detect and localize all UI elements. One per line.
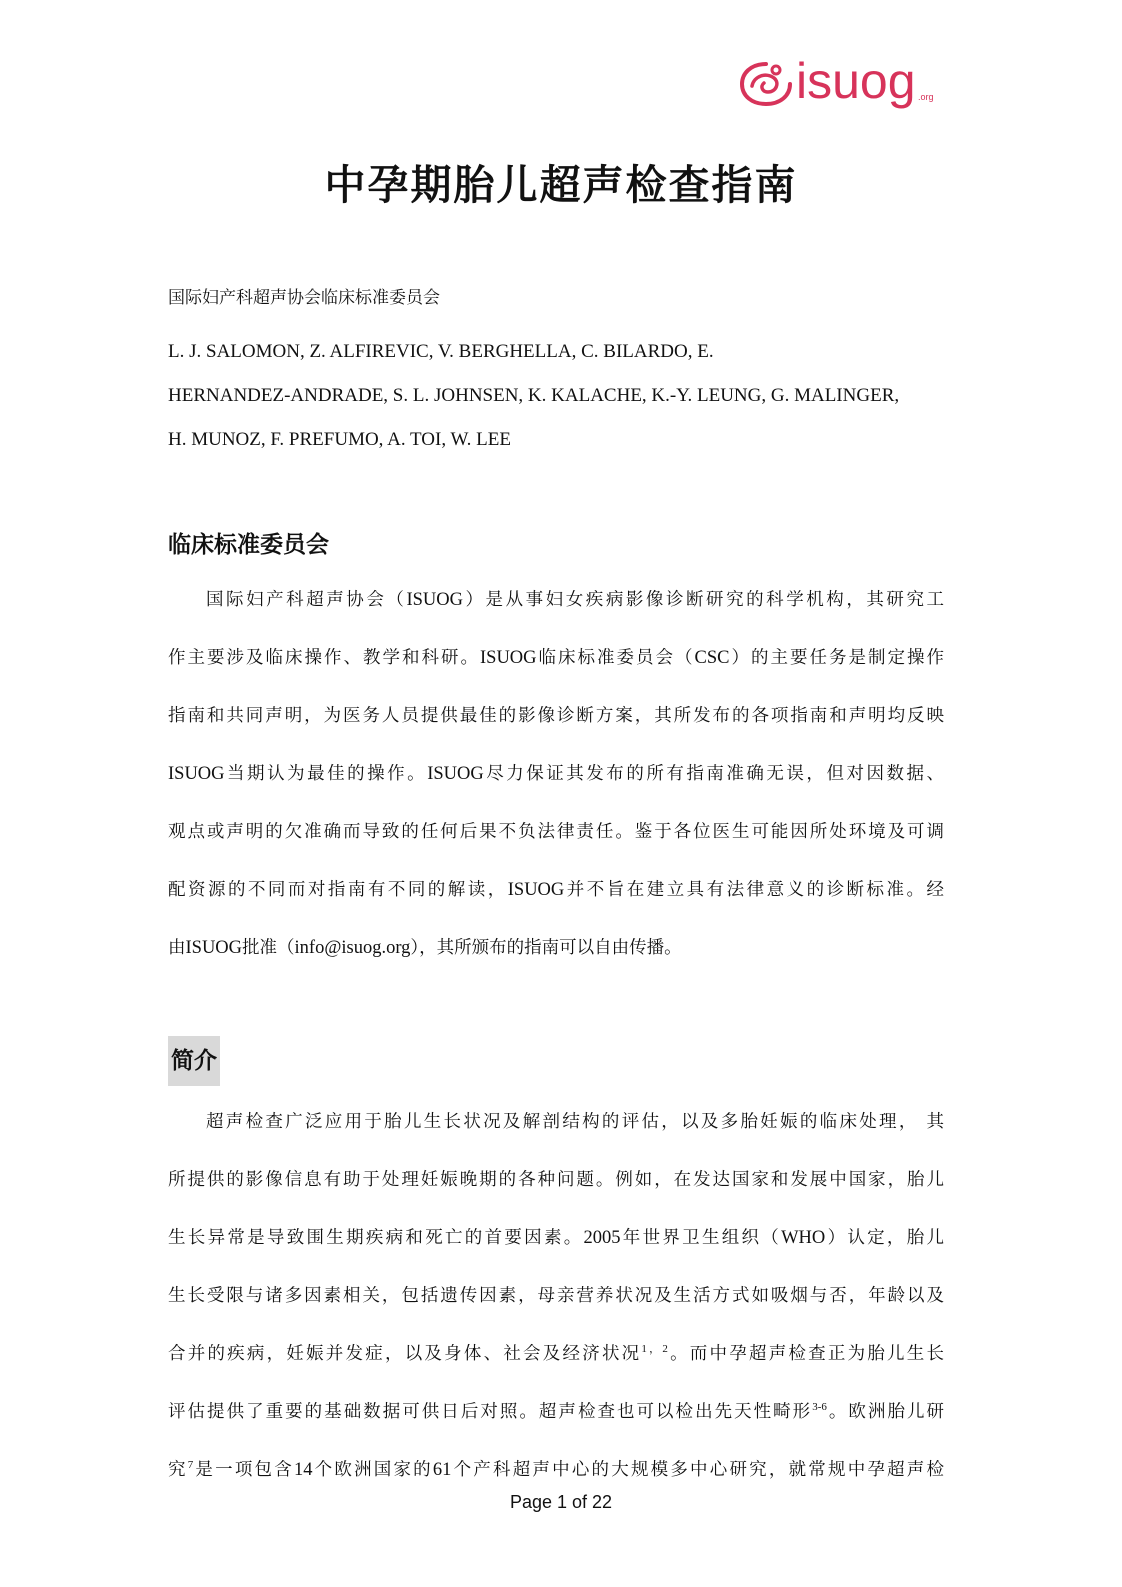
- author-line: L. J. SALOMON, Z. ALFIREVIC, V. BERGHELLA, C. BILARDO, E.: [168, 341, 714, 362]
- paragraph-line: 生长异常是导致围生期疾病和死亡的首要因素。2005年世界卫生组织（WHO）认定，胎儿: [168, 1228, 944, 1248]
- paragraph-line: 所提供的影像信息有助于处理妊娠晚期的各种问题。例如，在发达国家和发展中国家，胎儿: [168, 1170, 944, 1190]
- paragraph-line: 配资源的不同而对指南有不同的解读，ISUOG并不旨在建立具有法律意义的诊断标准。经: [168, 880, 944, 900]
- section-heading-csc: 临床标准委员会: [168, 532, 329, 558]
- logo-suffix: .org: [918, 92, 934, 102]
- csc-paragraph: [168, 585, 944, 991]
- intro-paragraph: [168, 1107, 944, 1513]
- organization-name: 国际妇产科超声协会临床标准委员会: [168, 288, 440, 308]
- paragraph-line: 评估提供了重要的基础数据可供日后对照。超声检查也可以检出先天性畸形$^{3-6}$。欧洲胎儿研: [168, 1401, 945, 1422]
- paragraph-line: 作主要涉及临床操作、教学和科研。ISUOG临床标准委员会（CSC）的主要任务是制定操作: [168, 648, 944, 668]
- citation: 7: [187, 1459, 194, 1472]
- logo-text: isuog: [796, 53, 916, 109]
- paragraph-line: 指南和共同声明，为医务人员提供最佳的影像诊断方案，其所发布的各项指南和声明均反映: [168, 706, 944, 726]
- paragraph-line: 究$^7$是一项包含14个欧洲国家的61个产科超声中心的大规模多中心研究，就常规中孕超声检: [168, 1459, 945, 1480]
- paragraph-line: 观点或声明的欠准确而导致的任何后果不负法律责任。鉴于各位医生可能因所处环境及可调: [168, 822, 944, 842]
- email-link[interactable]: info@isuog.org: [294, 938, 411, 958]
- paragraph-line: 由ISUOG批准（info@isuog.org），其所颁布的指南可以自由传播。: [168, 938, 682, 958]
- paragraph-line: 生长受限与诸多因素相关，包括遗传因素，母亲营养状况及生活方式如吸烟与否，年龄以及: [168, 1286, 944, 1306]
- isuog-logo: [738, 53, 943, 114]
- citation: 3-6: [812, 1401, 827, 1414]
- paragraph-line: 超声检查广泛应用于胎儿生长状况及解剖结构的评估，以及多胎妊娠的临床处理， 其: [206, 1112, 944, 1132]
- paragraph-line: 国际妇产科超声协会（ISUOG）是从事妇女疾病影像诊断研究的科学机构，其研究工: [206, 590, 945, 610]
- section-heading-intro: 简介: [168, 1036, 220, 1086]
- author-list: [168, 330, 948, 462]
- author-line: H. MUNOZ, F. PREFUMO, A. TOI, W. LEE: [168, 429, 511, 450]
- paragraph-line: ISUOG当期认为最佳的操作。ISUOG尽力保证其发布的所有指南准确无误，但对因数据、: [168, 764, 945, 784]
- author-line: HERNANDEZ-ANDRADE, S. L. JOHNSEN, K. KALACHE, K.-Y. LEUNG, G. MALINGER,: [168, 385, 900, 406]
- isuog-emblem-icon: [738, 58, 794, 110]
- paragraph-line: 合并的疾病，妊娠并发症，以及身体、社会及经济状况$^{1,2}$。而中孕超声检查正为胎儿生长: [168, 1343, 945, 1364]
- citation: 1，2: [641, 1343, 668, 1356]
- document-title: 中孕期胎儿超声检查指南: [324, 161, 798, 209]
- page-number: Page 1 of 22: [509, 1492, 613, 1512]
